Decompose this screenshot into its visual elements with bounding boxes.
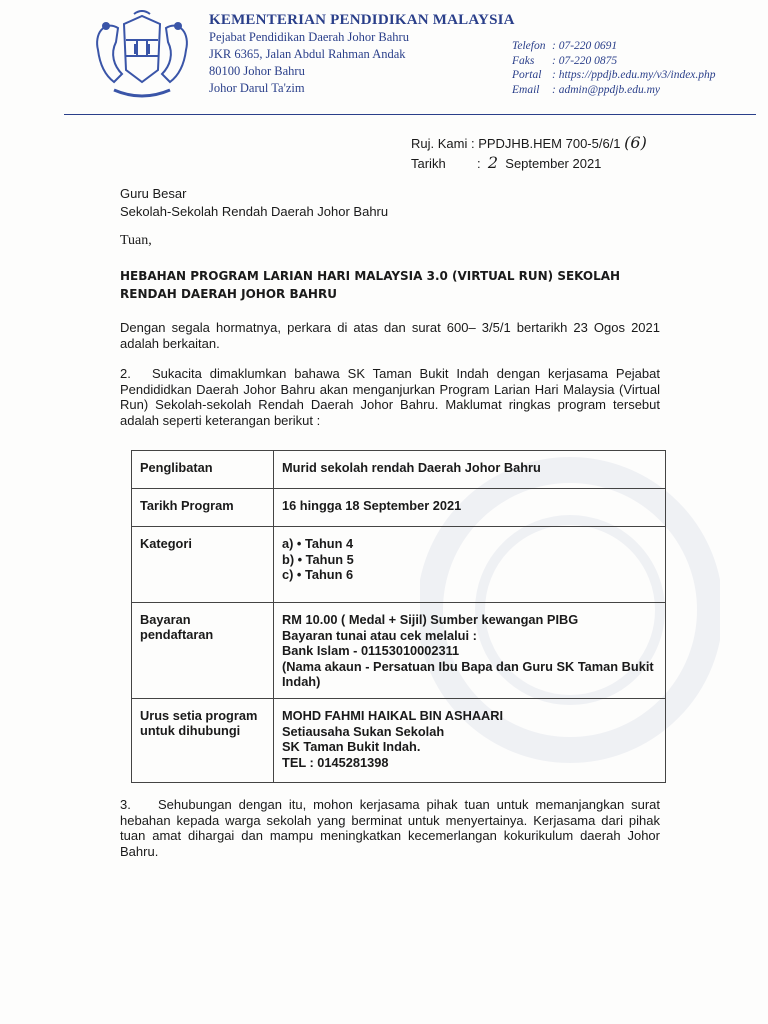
table-value <box>274 603 666 699</box>
paragraph-1: Dengan segala hormatnya, perkara di atas dan surat 600– 3/5/1 bertarikh 23 Ogos 2021 adalah berkaitan. <box>120 320 660 351</box>
table-value: Murid sekolah rendah Daerah Johor Bahru <box>274 451 666 489</box>
contact-label: Faks <box>512 54 535 67</box>
handwritten-ref: (6) <box>624 133 647 152</box>
table-label: Bayaran pendaftaran <box>132 603 274 699</box>
table-row <box>132 699 666 783</box>
table-row <box>132 527 666 603</box>
contact-value: : https://ppdjb.edu.my/v3/index.php <box>552 69 716 81</box>
paragraph-number: 2. <box>120 366 131 381</box>
table-row <box>132 489 666 527</box>
letterhead-contact <box>512 40 716 98</box>
ministry-name: KEMENTERIAN PENDIDIKAN MALAYSIA <box>209 12 515 28</box>
tarikh-sep: : <box>477 156 481 171</box>
table-value: 16 hingga 18 September 2021 <box>274 489 666 527</box>
salutation: Tuan, <box>120 233 152 248</box>
letterhead-divider <box>64 114 756 115</box>
bayaran-line: Bank Islam - 01153010002311 <box>282 643 460 658</box>
urus-line: TEL : 0145281398 <box>282 754 389 770</box>
contact-label: Telefon <box>512 40 546 52</box>
contact-row <box>512 55 716 70</box>
reference-number <box>411 133 647 153</box>
kategori-item: b) • Tahun 5 <box>282 551 354 567</box>
urus-line: MOHD FAHMI HAIKAL BIN ASHAARI <box>282 708 504 723</box>
tarikh-value: September 2021 <box>505 156 602 171</box>
contact-row <box>512 69 716 84</box>
paragraph-number: 3. <box>120 797 131 812</box>
recipient-address <box>120 185 388 221</box>
recipient-line: Guru Besar <box>120 186 187 201</box>
paragraph-2-text: Sukacita dimaklumkan bahawa SK Taman Bukit Indah dengan kerjasama Pejabat Pendididkan Daerah Johor Bahru akan menganjurkan Program Larian Hari Malaysia (Virtual Run) Sekolah-sekolah Rendah Daerah Johor Bahru. Maklumat ringkas program tersebut adalah seperti keterangan berikut : <box>120 366 660 428</box>
table-value <box>274 527 666 603</box>
kategori-item: a) • Tahun 4 <box>282 536 354 551</box>
table-label: Kategori <box>132 527 274 603</box>
ruj-label: Ruj. Kami : <box>411 136 475 151</box>
bayaran-line: (Nama akaun - Persatuan Ibu Bapa dan Guru SK Taman Bukit Indah) <box>282 658 654 689</box>
office-line: Johor Darul Ta'zim <box>209 81 305 95</box>
office-line: JKR 6365, Jalan Abdul Rahman Andak <box>209 47 406 61</box>
reference-date <box>411 153 647 173</box>
paragraph-3 <box>120 797 660 859</box>
table-label: Urus setia program untuk dihubungi <box>132 699 274 783</box>
contact-row <box>512 40 716 55</box>
contact-label: Portal <box>512 69 542 81</box>
program-info-table <box>131 450 666 783</box>
table-label: Tarikh Program <box>132 489 274 527</box>
table-row <box>132 451 666 489</box>
contact-label: Email <box>512 83 540 96</box>
kategori-item: c) • Tahun 6 <box>282 567 354 582</box>
recipient-line: Sekolah-Sekolah Rendah Daerah Johor Bahru <box>120 204 389 219</box>
table-label: Penglibatan <box>132 451 274 489</box>
contact-value: : 07-220 0875 <box>552 54 618 67</box>
bayaran-line: RM 10.00 ( Medal + Sijil) Sumber kewangan PIBG <box>282 612 579 627</box>
bayaran-line: Bayaran tunai atau cek melalui : <box>282 627 477 643</box>
ruj-value: PPDJHB.HEM 700-5/6/1 <box>478 136 621 151</box>
tarikh-label: Tarikh <box>411 156 446 171</box>
table-row <box>132 603 666 699</box>
paragraph-2 <box>120 366 660 428</box>
paragraph-3-text: Sehubungan dengan itu, mohon kerjasama pihak tuan untuk memanjangkan surat hebahan kepada warga sekolah yang berminat untuk menyertainya. Kerjasama dari pihak tuan amat dihargai dan mampu meningkatkan kecemerlangan kokurikulum daerah Johor Bahru. <box>120 797 660 859</box>
office-line: Pejabat Pendidikan Daerah Johor Bahru <box>209 30 409 44</box>
malaysia-coat-of-arms-icon <box>84 10 200 108</box>
urus-line: Setiausaha Sukan Sekolah <box>282 723 445 739</box>
handwritten-day: 2 <box>487 153 499 172</box>
contact-value: : admin@ppdjb.edu.my <box>552 83 660 96</box>
table-value <box>274 699 666 783</box>
urus-line: SK Taman Bukit Indah. <box>282 739 421 754</box>
reference-block <box>411 133 647 173</box>
letterhead-address <box>209 12 515 97</box>
letter-subject: HEBAHAN PROGRAM LARIAN HARI MALAYSIA 3.0 (VIRTUAL RUN) SEKOLAH RENDAH DAERAH JOHOR BAHRU <box>120 269 621 301</box>
office-line: 80100 Johor Bahru <box>209 64 305 78</box>
contact-row <box>512 84 716 99</box>
contact-value: : 07-220 0691 <box>552 40 618 52</box>
